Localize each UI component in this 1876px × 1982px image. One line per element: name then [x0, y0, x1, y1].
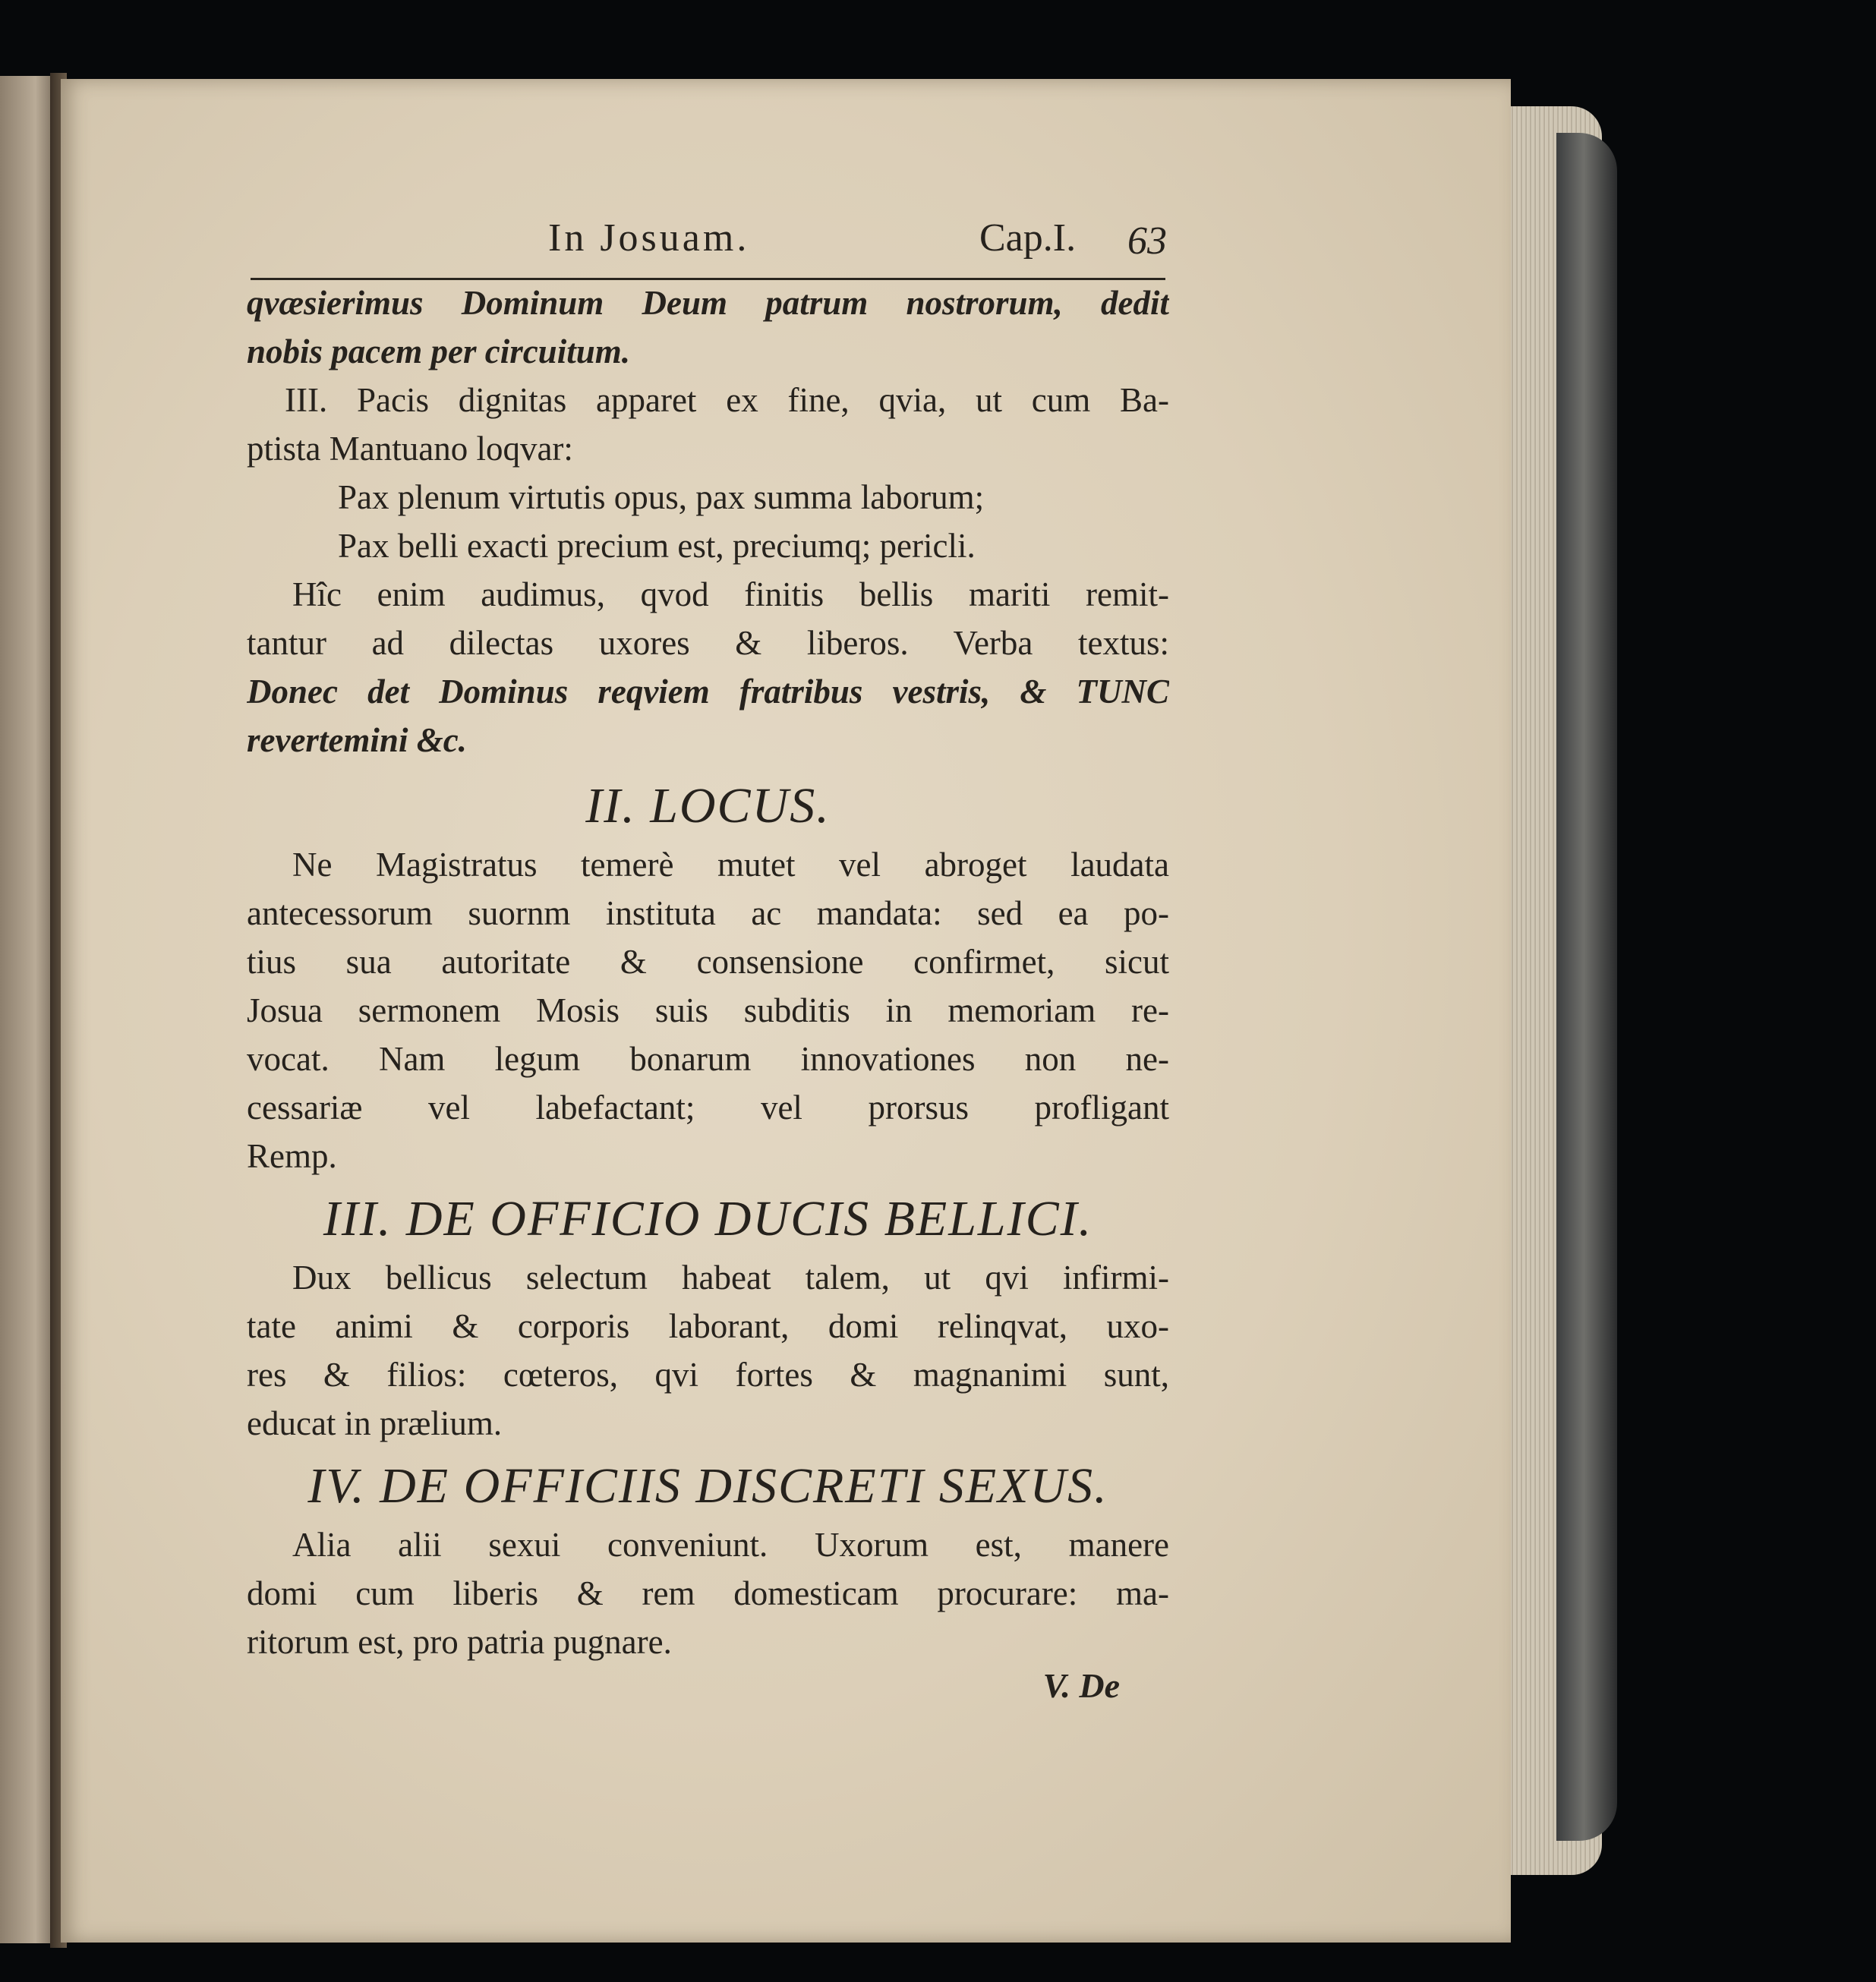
text-line: Hîc enim audimus, qvod finitis bellis mariti remit-: [292, 575, 1169, 613]
verse-line: Pax belli exacti precium est, preciumq; pericli.: [338, 527, 976, 565]
text-line: domi cum liberis & rem domesticam procurare: ma-: [247, 1574, 1169, 1612]
text-line: ritorum est, pro patria pugnare.: [247, 1623, 672, 1661]
page: [61, 79, 1511, 1943]
text-line: ptista Mantuano loqvar:: [247, 430, 573, 468]
text-line: tate animi & corporis laborant, domi relinqvat, uxo-: [247, 1307, 1169, 1345]
text-line: cessariæ vel labefactant; vel prorsus profligant: [247, 1089, 1169, 1126]
text-line: Josua sermonem Mosis suis subditis in memoriam re-: [247, 991, 1169, 1029]
catchword: V. De: [1042, 1666, 1120, 1705]
text-line: Alia alii sexui conveniunt. Uxorum est, manere: [292, 1526, 1169, 1564]
text-line: III. Pacis dignitas apparet ex fine, qvia, ut cum Ba-: [285, 381, 1169, 419]
text-line: Donec det Dominus reqviem fratribus vestris, & TUNC: [247, 673, 1169, 711]
heading-officio: III. DE OFFICIO DUCIS BELLICI.: [323, 1191, 1093, 1246]
text-line: nobis pacem per circuitum.: [247, 332, 630, 370]
verse-line: Pax plenum virtutis opus, pax summa laborum;: [338, 478, 985, 516]
text-line: educat in prælium.: [247, 1404, 503, 1442]
heading-locus: II. LOCUS.: [585, 778, 831, 833]
text-line: res & filios: cœteros, qvi fortes & magnanimi sunt,: [247, 1356, 1169, 1394]
text-line: Dux bellicus selectum habeat talem, ut qvi infirmi-: [292, 1259, 1169, 1297]
running-head: [251, 216, 1165, 276]
book-cover-edge: [1556, 133, 1617, 1841]
text-line: qvæsierimus Dominum Deum patrum nostrorum, dedit: [247, 284, 1169, 322]
text-line: Ne Magistratus temerè mutet vel abroget laudata: [292, 846, 1169, 884]
text-line: Remp.: [247, 1137, 337, 1175]
text-line: antecessorum suornm instituta ac mandata: sed ea po-: [247, 894, 1169, 932]
text-line: revertemini &c.: [247, 721, 467, 759]
text-line: vocat. Nam legum bonarum innovationes non ne-: [247, 1040, 1169, 1078]
page-number: 63: [1127, 219, 1167, 263]
heading-sexus: IV. DE OFFICIIS DISCRETI SEXUS.: [307, 1458, 1108, 1514]
text-line: tantur ad dilectas uxores & liberos. Verba textus:: [247, 624, 1169, 662]
text-line: tius sua autoritate & consensione confirmet, sicut: [247, 943, 1169, 981]
running-title: In Josuam.: [548, 216, 750, 260]
chapter-label: Cap.I.: [979, 216, 1077, 260]
